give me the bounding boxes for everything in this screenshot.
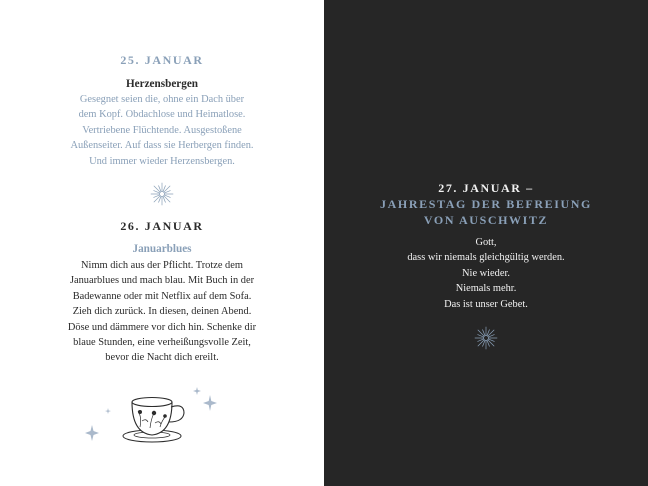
entry-26-line: blaue Stunden, eine verheißungsvolle Zeit, [73,337,251,349]
entry-26-date: 26. JANUAR [120,219,204,233]
entry-26-line: bevor die Nacht dich ereilt. [105,352,219,364]
entry-25-title: Herzensbergen [125,78,199,90]
entry-26-line: Zieh dich zurück. In diesen, deinen Abend. [72,306,252,318]
entry-27-title-line: VON AUSCHWITZ [423,213,549,227]
entry-27-line: Nie wieder. [462,267,510,279]
coffee-cup-icon [80,383,220,453]
entry-27-body [324,235,648,312]
entry-25-date: 25. JANUAR [120,53,204,67]
entry-25-line: Außenseiter. Auf dass sie Herbergen finden. [70,140,254,152]
entry-26-line: Januarblues und mach blau. Mit Buch in der [69,275,255,287]
entry-27-line: dass wir niemals gleichgültig werden. [407,252,565,264]
entry-26-body [0,258,324,366]
entry-26-line: Badewanne oder mit Netflix auf dem Sofa. [72,290,252,302]
entry-25-line: Vertriebene Flüchtende. Ausgestoßene [82,124,242,136]
entry-25-line: Gesegnet seien die, ohne ein Dach über [79,94,245,105]
entry-27-line: Gott, [475,237,497,248]
entry-27-title-line: JAHRESTAG DER BEFREIUNG [380,197,592,211]
entry-27-line: Niemals mehr. [455,283,517,295]
starburst-icon [474,326,498,350]
entry-27-line: Das ist unser Gebet. [444,298,528,310]
entry-26-title: Januarblues [132,243,192,255]
entry-25-body [0,92,324,169]
entry-25-line: dem Kopf. Obdachlose und Heimatlose. [78,109,246,121]
entry-27-title [324,196,648,228]
entry-27-date: 27. JANUAR – [438,181,534,195]
entry-26-line: Döse und dämmere vor dich hin. Schenke dir [67,321,257,333]
starburst-icon [150,182,174,206]
entry-26-line: Nimm dich aus der Pflicht. Trotze dem [81,260,243,271]
entry-25-line: Und immer wieder Herzensbergen. [89,155,235,167]
right-page [324,0,648,486]
